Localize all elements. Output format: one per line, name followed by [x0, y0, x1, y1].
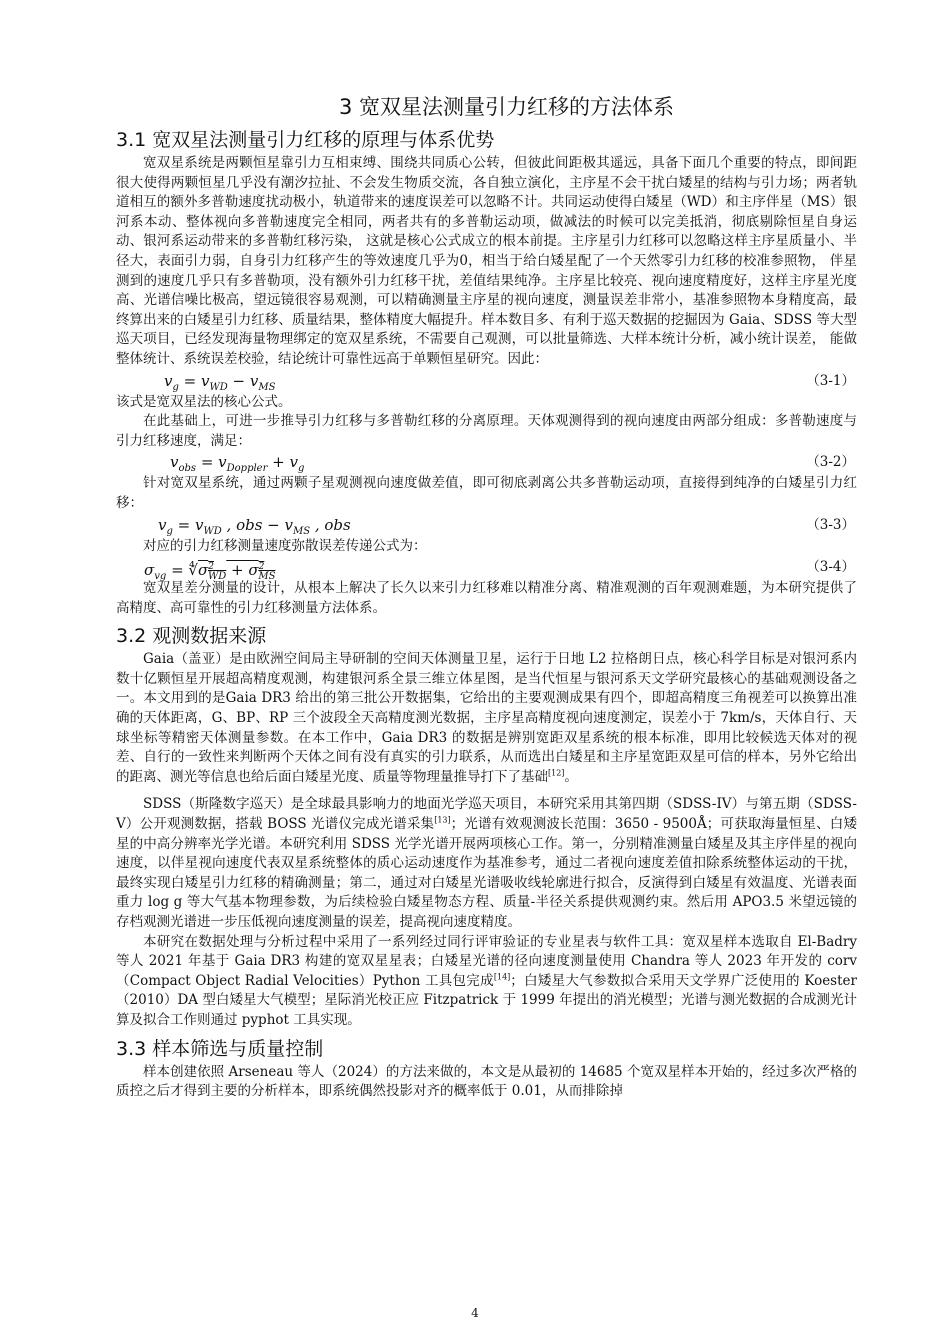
equation-3-4: [116, 556, 857, 583]
paragraph: 对应的引力红移测量速度弥散误差传递公式为：: [143, 537, 427, 554]
paragraph: 该式是宽双星法的核心公式。: [116, 393, 292, 410]
paragraph-text: 。: [564, 768, 578, 785]
equation-formula: $v_g = v_{WD} - v_{MS}$: [164, 371, 276, 393]
paragraph: [116, 795, 857, 932]
paragraph: 针对宽双星系统，通过两颗子星观测视向速度做差值，即可彻底剥离公共多普勒运动项，直接得到纯净的白矮星引力红移：: [116, 475, 857, 511]
equation-3-1: [116, 370, 857, 393]
equation-number: （3-1）: [806, 372, 855, 389]
paragraph-text: 本研究在数据处理与分析过程中采用了一系列经过同行评审验证的专业星表与软件工具：宽双星样本选取自 El-Badry 等人 2021 年基于 Gaia DR3 构建的宽双星星表；白矮星光谱的径向速度测量使用 Chandra 等人 2023 年开发的 corv（Compact Object Radial Velocities）Python 工具包完成: [116, 933, 857, 989]
paragraph: [116, 933, 857, 1031]
citation: [12]: [548, 768, 565, 778]
page-number: 4: [471, 1306, 479, 1320]
equation-3-2: [116, 451, 857, 474]
paragraph: 在此基础上，可进一步推导引力红移与多普勒红移的分离原理。天体观测得到的视向速度由两部分组成：多普勒速度与引力红移速度，满足：: [116, 413, 857, 449]
equation-number: （3-2）: [806, 454, 855, 471]
equation-3-3: [116, 514, 857, 537]
paragraph-text: SDSS（斯隆数字巡天）是全球最具影响力的地面光学巡天项目，本研究采用其第四期（SDSS-IV）与第五期（SDSS-V）公开观测数据，搭载 BOSS 光谱仪完成光谱采集: [116, 796, 857, 833]
equation-number: （3-3）: [806, 516, 855, 533]
page-content: [116, 92, 857, 1102]
equation-formula: $v_{obs} = v_{Doppler} + v_g$: [170, 453, 305, 475]
section-heading-3-3: 3.3 样本筛选与质量控制: [116, 1037, 324, 1060]
section-heading-3-1: 3.1 宽双星法测量引力红移的原理与体系优势: [116, 129, 495, 151]
paragraph: 样本创建依照 Arseneau 等人（2024）的方法来做的，本文是从最初的 14685 个宽双星样本开始的，经过多次严格的质控之后才得到主要的分析样本，即系统偶然投影对齐的概率低于 0.01，从而排除掉: [116, 1063, 857, 1100]
paragraph-text: Gaia（盖亚）是由欧洲空间局主导研制的空间天体测量卫星，运行于日地 L2 拉格朗日点，核心科学目标是对银河系内数十亿颗恒星开展超高精度观测，构建银河系全景三维立体星图，是当代恒星与银河系天文学研究最核心的基础观测设备之一。本文用到的是Gaia DR3 给出的第三批公开数据集，它给出的主要观测成果有四个，即超高精度三角视差可以换算出准确的天体距离，G、BP、RP 三个波段全天高精度测光数据，主序星高精度视向速度测定，误差小于 7km/s，天体自行、天球坐标等精密天体测量参数。在本工作中，Gaia DR3 的数据是辨别宽距双星系统的根本标准，即用比较候选天体对的视差、自行的一致性来判断两个天体之间有没有真实的引力联系，从而选出白矮星和主序星宽距双星可信的样本，另外它给出的距离、测光等信息也给后面白矮星光度、质量等物理量推导打下了基础: [116, 651, 857, 785]
equation-formula: $v_g = v_{WD}$ , obs − $v_{MS}$ , obs: [158, 515, 351, 537]
equation-number: （3-4）: [806, 559, 855, 576]
paragraph-text: ；光谱有效观测波长范围：3650 - 9500Å；可获取海量恒星、白矮星的中高分辨率光学光谱。本研究利用 SDSS 光学光谱开展两项核心工作。第一，分别精准测量白矮星及其主序伴星的视向速度，以伴星视向速度代表双星系统整体的质心运动速度作为基准参考，通过二者视向速度差值扣除系统整体运动的干扰，最终实现白矮星引力红移的精确测量；第二，通过对白矮星光谱吸收线轮廓进行拟合，反演得到白矮星有效温度、光谱表面重力 log g 等大气基本物理参数，为后续检验白矮星物态方程、质量-半径关系提供观测约束。然后用 APO3.5 米望远镜的存档观测光谱进一步压低视向速度测量的误差，提高视向速度精度。: [116, 816, 857, 930]
paragraph: [116, 650, 857, 787]
paragraph: 宽双星系统是两颗恒星靠引力互相束缚、围绕共同质心公转，但彼此间距极其遥远，具备下面几个重要的特点，即间距很大使得两颗恒星几乎没有潮汐拉扯、不会发生物质交流，各自独立演化，主序星不会干扰白矮星的结构与引力场；两者轨道相互的额外多普勒速度扰动极小，轨道带来的速度误差可以忽略不计。共同运动使得白矮星（WD）和主序伴星（MS）银河系本动、整体视向多普勒速度完全相同，两者共有的多普勒运动项，做减法的时候可以完美抵消，彻底剔除恒星自身运动、银河系运动带来的多普勒红移污染， 这就是核心公式成立的根本前提。主序星引力红移可以忽略这样主序星质量小、半径大，表面引力弱，自身引力红移产生的等效速度几乎为0，相当于给白矮星配了一个天然零引力红移的校准参照物， 伴星测到的速度几乎只有多普勒项，没有额外引力红移干扰，差值结果纯净。主序星比较亮、视向速度精度好，这样主序星光度高、光谱信噪比极高，望远镜很容易观测，可以精确测量主序星的视向速度，测量误差非常小，基准参照物本身精度高，最终算出来的白矮星引力红移、质量结果，整体精度大幅提升。样本数目多、有利于巡天数据的挖掘因为 Gaia、SDSS 等大型巡天项目，已经发现海量物理绑定的宽双星系统，不需要自己观测，可以批量筛选、大样本统计分析，减小统计误差， 能做整体统计、系统误差校验，结论统计可靠性远高于单颗恒星研究。因此：: [116, 155, 857, 367]
chapter-title: 3 宽双星法测量引力红移的方法体系: [338, 95, 675, 119]
citation: [13]: [434, 815, 451, 825]
section-heading-3-2: 3.2 观测数据来源: [116, 625, 267, 648]
paragraph: 宽双星差分测量的设计，从根本上解决了长久以来引力红移难以精准分离、精准观测的百年观测难题，为本研究提供了高精度、高可靠性的引力红移测量方法体系。: [116, 580, 857, 616]
paragraph-text: ；白矮星大气参数拟合采用天文学界广泛使用的 Koester（2010）DA 型白矮星大气模型；星际消光校正应 Fitzpatrick 于 1999 年提出的消光模型；光谱与测光数据的合成测光计算及拟合工作则通过 pyphot 工具实现。: [116, 972, 857, 1028]
citation: [14]: [493, 972, 511, 982]
equation-formula: $\sigma_{vg}$ = $∜\sigma^2_{WD} + \sigma^2_{MS}$: [144, 561, 276, 583]
